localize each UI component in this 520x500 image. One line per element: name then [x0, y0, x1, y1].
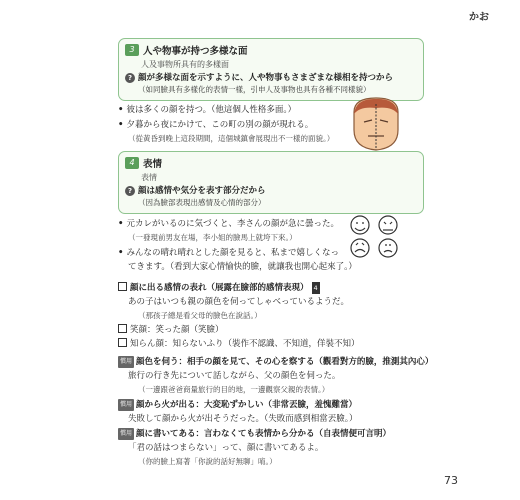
- category-badge: 慣用: [118, 399, 134, 411]
- section-4-number: 4: [125, 157, 139, 169]
- category-badge: 慣用: [118, 356, 134, 368]
- phrase-2: あの子はいつも親の顔色を伺ってしゃべっているようだ。: [128, 297, 350, 307]
- phrase-5: 知らん顔：知らないふり（裝作不認識、不知道，佯裝不知）: [118, 338, 360, 350]
- phrase-7: 旅行の行き先について話しながら、父の顔色を伺った。: [128, 371, 341, 381]
- section-3-subtitle: 人及事物所具有的多樣面: [141, 60, 229, 69]
- reference-badge: 4: [313, 284, 318, 292]
- phrase-6: 慣用 顔色を伺う：相手の顔を見て、その心を察する（觀看對方的臉，推測其內心）: [120, 357, 434, 367]
- section-4-box: [118, 151, 424, 214]
- section-4-reason-text: 顔は感情や気分を表す部分だから: [138, 186, 266, 196]
- section-3-title: 人や物事が持つ多様な面: [143, 46, 248, 57]
- section-3-box: [118, 38, 424, 101]
- section-3-head: [125, 43, 417, 57]
- section-4-note: （因為臉部表現出感情及心情的部分）: [138, 198, 266, 207]
- phrase-10: 失敗して顔から火が出そうだった。（失敗而感到相當丟臉。）: [128, 414, 358, 424]
- section-3-reason-text: 顔が多様な面を示すように、人や物事もさまざまな様相を持つから: [138, 73, 394, 83]
- section-3-number: 3: [125, 44, 139, 56]
- phrase-12: 「君の話はつまらない」って、顔に書いてあるよ。: [128, 443, 324, 453]
- face-illustration: [348, 96, 404, 154]
- section-3-note: （如同臉具有多樣化的表情一樣，引申人及事物也具有各種不同樣貌）: [138, 85, 371, 94]
- checkbox-icon: [118, 282, 127, 291]
- section-3-reason: [125, 72, 417, 84]
- s4-line-2: （一發現前男友在場，李小姐的臉馬上就垮下來。）: [128, 233, 297, 242]
- section-4-subtitle: 表情: [141, 173, 157, 182]
- s4-line-4: てきます。（看到大家心情愉快的臉，就讓我也開心起來了。）: [128, 262, 357, 272]
- phrase-9: 慣用 顔から火が出る：大変恥ずかしい（非常丟臉，羞愧難當）: [120, 400, 358, 410]
- checkbox-icon: [118, 338, 127, 347]
- s3-line-3: （從黃昏到晚上這段期間，這個城鎮會展現出不一樣的面貌。）: [128, 134, 335, 143]
- section-4-head: [125, 156, 417, 170]
- phrase-3: （那孩子總是看父母的臉色在說話。）: [138, 311, 262, 320]
- phrase-1: 顔に出る感情の表れ（展露在臉部的感情表現） 4: [118, 282, 320, 294]
- category-badge: 慣用: [118, 428, 134, 440]
- phrase-8: （一邊跟爸爸商量旅行的目的地，一邊觀察父親的表情。）: [138, 385, 330, 394]
- section-4-title: 表情: [143, 159, 163, 170]
- s3-line-2: • 夕暮から夜にかけて、この町の別の顔が現れる。: [118, 120, 314, 130]
- section-4-reason: [125, 185, 417, 197]
- s4-line-3: • みんなの晴れ晴れとした顔を見ると、私まで嬉しくなっ: [118, 248, 339, 258]
- page-number: 73: [444, 474, 458, 487]
- chapter-tab: かお: [469, 12, 489, 23]
- phrase-4: 笑顔：笑った顔（笑臉）: [118, 324, 224, 336]
- phrase-13: （你的臉上寫著「你說的話好無聊」唷。）: [138, 457, 277, 466]
- emotion-faces-illustration: [348, 214, 404, 260]
- phrase-11: 慣用 顔に書いてある：言わなくても表情から分かる（自表情便可言明）: [120, 429, 392, 439]
- question-icon: ?: [125, 186, 135, 196]
- s4-line-1: • 元カレがいるのに気づくと、李さんの顔が急に曇った。: [118, 219, 339, 229]
- checkbox-icon: [118, 324, 127, 333]
- s3-line-1: • 彼は多くの顔を持つ。（他這個人性格多面。）: [118, 105, 297, 115]
- question-icon: ?: [125, 73, 135, 83]
